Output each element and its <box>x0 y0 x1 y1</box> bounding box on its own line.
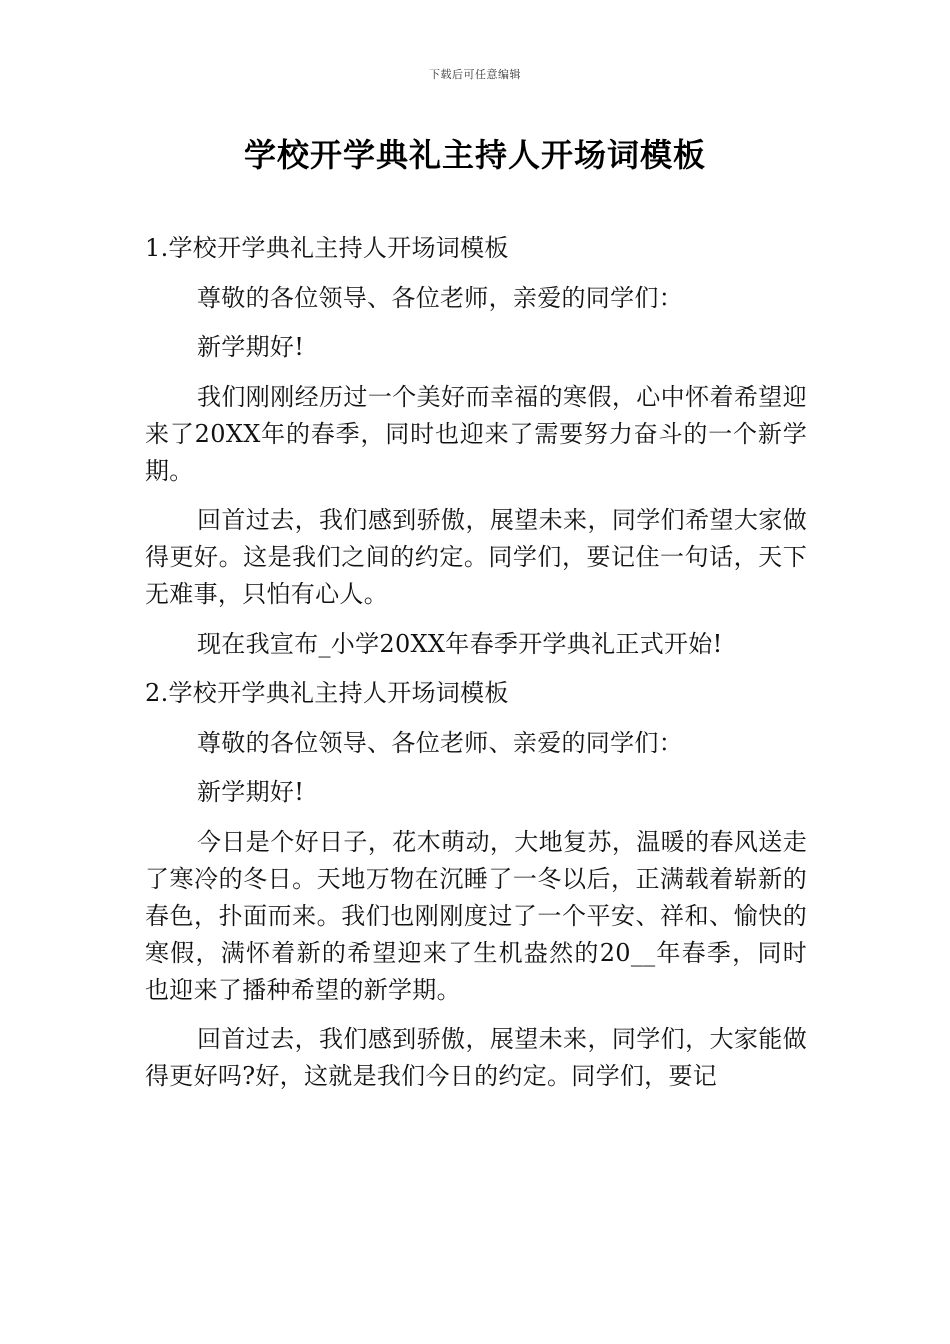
paragraph: 新学期好! <box>197 778 305 806</box>
paragraph: 回首过去，我们感到骄傲，展望未来，同学们，大家能做得更好吗?好，这就是我们今日的约定。同学们，要记 <box>145 1025 807 1090</box>
paragraph: 尊敬的各位领导、各位老师，亲爱的同学们： <box>197 283 683 312</box>
header-note: 下载后可任意编辑 <box>429 68 521 81</box>
paragraph: 现在我宣布_小学20XX年春季开学典礼正式开始! <box>197 629 723 658</box>
document-title: 学校开学典礼主持人开场词模板 <box>243 136 706 174</box>
paragraph: 回首过去，我们感到骄傲，展望未来，同学们希望大家做得更好。这是我们之间的约定。同学们，要记住一句话，天下无难事，只怕有心人。 <box>145 506 807 608</box>
paragraph: 新学期好! <box>197 333 305 361</box>
section-heading: 2.学校开学典礼主持人开场词模板 <box>145 679 509 707</box>
document-body <box>145 230 807 1108</box>
paragraph: 尊敬的各位领导、各位老师、亲爱的同学们： <box>197 728 683 757</box>
paragraph: 我们刚刚经历过一个美好而幸福的寒假，心中怀着希望迎来了20XX年的春季，同时也迎来了需要努力奋斗的一个新学期。 <box>145 382 807 485</box>
section-heading: 1.学校开学典礼主持人开场词模板 <box>145 234 509 262</box>
paragraph: 今日是个好日子，花木萌动，大地复苏，温暖的春风送走了寒冷的冬日。天地万物在沉睡了一冬以后，正满载着崭新的春色，扑面而来。我们也刚刚度过了一个平安、祥和、愉快的寒假，满怀着新的希望迎来了生机盎然的20__年春季，同时也迎来了播种希望的新学期。 <box>145 827 807 1004</box>
